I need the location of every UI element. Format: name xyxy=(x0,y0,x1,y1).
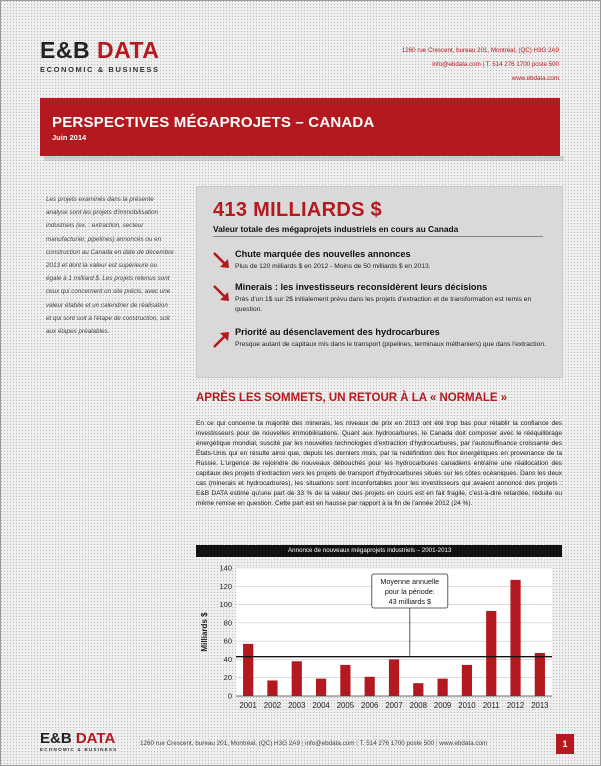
bar-chart xyxy=(196,560,562,720)
x-tick-label: 2008 xyxy=(409,701,427,710)
y-tick-label: 120 xyxy=(219,581,232,591)
footer-address: 1260 rue Crescent, bureau 201, Montréal, (QC) H3G 2A9 xyxy=(140,740,300,747)
banner-shadow xyxy=(44,156,564,161)
arrow-down-icon xyxy=(211,284,233,304)
key-point-desc: Presque autant de capitaux mis dans le transport (pipelines, terminaux méthaniers) que dans l'extraction. xyxy=(235,341,546,348)
headline-caption: Valeur totale des mégaprojets industriels en cours au Canada xyxy=(213,224,459,234)
key-point-desc: Près d'un 1$ sur 2$ initialement prévu dans les projets d'extraction et de transformation est remis en question. xyxy=(235,296,532,313)
x-tick-label: 2012 xyxy=(506,701,525,710)
section-body: En ce qui concerne la majorité des minerais, les niveaux de prix en 2013 ont été trop bas pour rétablir la confiance des investisseurs pour de nouvelles immobilisations. Quant aux hydrocarbures, le Canada doit composer avec le rééquilibrage énergétique mondial, suscité par les nouvelles technologies d'extraction d'hydrocarbures, par l'autosuffisance croissante des États-Unis qui en résulte ainsi que, depuis les derniers mois, par la redéfinition des flux énergétiques en provenance de la Russie. L'urgence de rejoindre de nouveaux débouchés pour les hydrocarbures canadiens entraîne une réallocation des capitaux des projets d'extraction vers les projets de transport d'hydrocarbures situés sur les côtes océaniques. Dans les deux cas (minerais et hydrocarbures), les situations sont inconfortables pour les investisseurs qui avaient annoncé des projets : E&B DATA estime qu'une part de 33 % de la valeur des projets en cours est en fait fragile, c'est-à-dire retardée, réduite ou même remise en question. Cette part est en hausse par rapport à la fin de l'année 2012 (24 %). xyxy=(196,420,562,507)
x-tick-label: 2009 xyxy=(433,701,452,710)
bar xyxy=(438,679,448,696)
bar xyxy=(365,677,375,696)
average-callout-text: pour la période: xyxy=(384,587,435,596)
footer-separator: | xyxy=(356,740,360,747)
headline-figure: 413 MILLIARDS $ xyxy=(213,199,382,221)
y-tick-label: 0 xyxy=(227,691,232,701)
page-number: 1 xyxy=(556,734,574,754)
bar xyxy=(340,665,350,696)
bar xyxy=(462,665,472,696)
y-axis-label: Milliards $ xyxy=(200,612,209,652)
footer-contact xyxy=(140,740,487,747)
bar xyxy=(486,611,496,696)
divider xyxy=(213,236,543,237)
x-tick-label: 2005 xyxy=(336,701,355,710)
y-tick-label: 60 xyxy=(223,636,232,646)
x-tick-label: 2006 xyxy=(361,701,379,710)
footer-logo-wordmark: E&B DATA xyxy=(40,730,116,747)
key-figures-box xyxy=(196,186,563,378)
footer-logo xyxy=(40,731,117,752)
x-tick-label: 2001 xyxy=(239,701,257,710)
key-point-title: Priorité au désenclavement des hydrocarbures xyxy=(235,327,440,337)
bar xyxy=(267,680,277,696)
y-tick-label: 100 xyxy=(219,600,232,610)
header-website[interactable]: www.ebdata.com xyxy=(511,75,559,82)
key-point-desc: Plus de 120 milliards $ en 2012 - Moins de 50 milliards $ en 2013. xyxy=(235,263,431,270)
header-email-phone: info@ebdata.com | T. 514 276 1700 poste 500 xyxy=(432,61,559,68)
chart-title: Annonce de nouveaux mégaprojets industriels – 2001-2013 xyxy=(196,545,562,557)
arrow-down-icon xyxy=(211,251,233,271)
footer-email[interactable]: info@ebdata.com xyxy=(305,740,355,747)
x-tick-label: 2003 xyxy=(288,701,306,710)
footer-separator: | xyxy=(435,740,440,747)
section-heading: APRÈS LES SOMMETS, UN RETOUR À LA « NORMALE » xyxy=(196,392,508,404)
header-address: 1260 rue Crescent, bureau 201, Montréal, (QC) H3G 2A9 xyxy=(401,47,559,54)
y-tick-label: 80 xyxy=(223,618,232,628)
average-callout-text: Moyenne annuelle xyxy=(380,577,440,586)
arrow-up-icon xyxy=(211,329,233,349)
title-banner xyxy=(40,98,560,156)
chart-canvas xyxy=(196,560,562,720)
bar xyxy=(389,659,399,696)
y-tick-label: 40 xyxy=(223,654,232,664)
x-tick-label: 2010 xyxy=(458,701,476,710)
publication-date: Juin 2014 xyxy=(52,133,87,142)
sidebar-note: Les projets examinés dans la présente analyse sont les projets d'immobilisation industriels (ex. : extraction, secteur manufacturier, pipelines) annoncés ou en construction au Canada en date de décembre 2013 et dont la valeur est supérieure ou égale à 1 milliard $. Les projets retenus sont ceux qui concernent un site précis, avec une valeur établie et un calendrier de réalisation et qui sont soit à l'étape de construction, soit aux étapes préalables. xyxy=(46,196,174,336)
bar xyxy=(243,644,253,696)
x-tick-label: 2007 xyxy=(385,701,403,710)
x-tick-label: 2013 xyxy=(531,701,549,710)
company-logo xyxy=(40,39,190,79)
footer-logo-tagline: ECONOMIC & BUSINESS xyxy=(40,747,118,752)
bar xyxy=(535,653,545,696)
key-point-title: Minerais : les investisseurs reconsidèrent leurs décisions xyxy=(235,282,488,292)
logo-tagline: ECONOMIC & BUSINESS xyxy=(40,65,160,74)
x-tick-label: 2011 xyxy=(482,701,500,710)
y-tick-label: 20 xyxy=(223,673,232,683)
x-tick-label: 2004 xyxy=(312,701,330,710)
logo-wordmark: E&B DATA xyxy=(40,37,160,63)
header-contact xyxy=(402,44,559,86)
bar xyxy=(292,661,302,696)
average-callout-text: 43 milliards $ xyxy=(388,597,431,606)
footer-separator: | xyxy=(301,740,306,747)
bar xyxy=(316,679,326,696)
footer-phone: T. 514 276 1700 poste 500 xyxy=(359,740,435,747)
key-point-title: Chute marquée des nouvelles annonces xyxy=(235,249,411,259)
footer-website[interactable]: www.ebdata.com xyxy=(439,740,488,747)
y-tick-label: 140 xyxy=(219,563,232,573)
bar xyxy=(413,683,423,696)
page-title: PERSPECTIVES MÉGAPROJETS – CANADA xyxy=(52,114,375,131)
bar xyxy=(510,580,520,696)
x-tick-label: 2002 xyxy=(263,701,282,710)
